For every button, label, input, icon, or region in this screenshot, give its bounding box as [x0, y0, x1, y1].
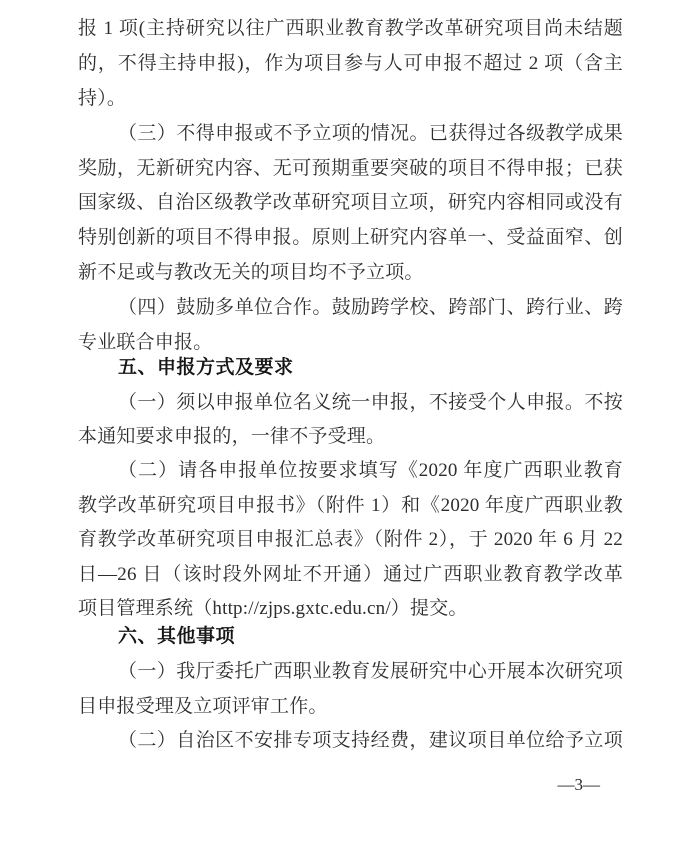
body-line: 的，不得主持申报)，作为项目参与人可申报不超过 2 项（含主: [78, 53, 623, 74]
body-line: 日—26 日（该时段外网址不开通）通过广西职业教育教学改革: [78, 564, 623, 585]
body-line: （三）不得申报或不予立项的情况。已获得过各级教学成果: [118, 123, 623, 144]
page-number: —3—: [557, 775, 600, 794]
section-heading-6: 六、其他事项: [118, 626, 236, 647]
body-line: 持）。: [78, 88, 127, 109]
body-line: 教学改革研究项目申报书》（附件 1）和《2020 年度广西职业教: [78, 495, 623, 516]
body-line: 国家级、自治区级教学改革研究项目立项，研究内容相同或没有: [78, 192, 623, 213]
body-line: 育教学改革研究项目申报汇总表》（附件 2），于 2020 年 6 月 22: [78, 529, 623, 550]
body-line: 专业联合申报。: [78, 332, 213, 353]
body-line: 新不足或与教改无关的项目均不予立项。: [78, 262, 424, 283]
body-line: 本通知要求申报的，一律不予受理。: [78, 426, 386, 447]
section-heading-5: 五、申报方式及要求: [118, 357, 294, 378]
body-line: 奖励，无新研究内容、无可预期重要突破的项目不得申报；已获: [78, 158, 623, 179]
body-line: （二）请各申报单位按要求填写《2020 年度广西职业教育: [118, 460, 623, 481]
body-line: 报 1 项(主持研究以往广西职业教育教学改革研究项目尚未结题: [78, 18, 623, 39]
body-line: （二）自治区不安排专项支持经费，建议项目单位给予立项: [118, 730, 623, 751]
body-line: 特别创新的项目不得申报。原则上研究内容单一、受益面窄、创: [78, 227, 623, 248]
body-line: 目申报受理及立项评审工作。: [78, 696, 328, 717]
body-line: （一）我厅委托广西职业教育发展研究中心开展本次研究项: [118, 661, 623, 682]
body-line: （四）鼓励多单位合作。鼓励跨学校、跨部门、跨行业、跨: [118, 297, 623, 318]
body-line: （一）须以申报单位名义统一申报，不接受个人申报。不按: [118, 392, 623, 413]
body-line: 项目管理系统（http://zjps.gxtc.edu.cn/）提交。: [78, 598, 468, 619]
